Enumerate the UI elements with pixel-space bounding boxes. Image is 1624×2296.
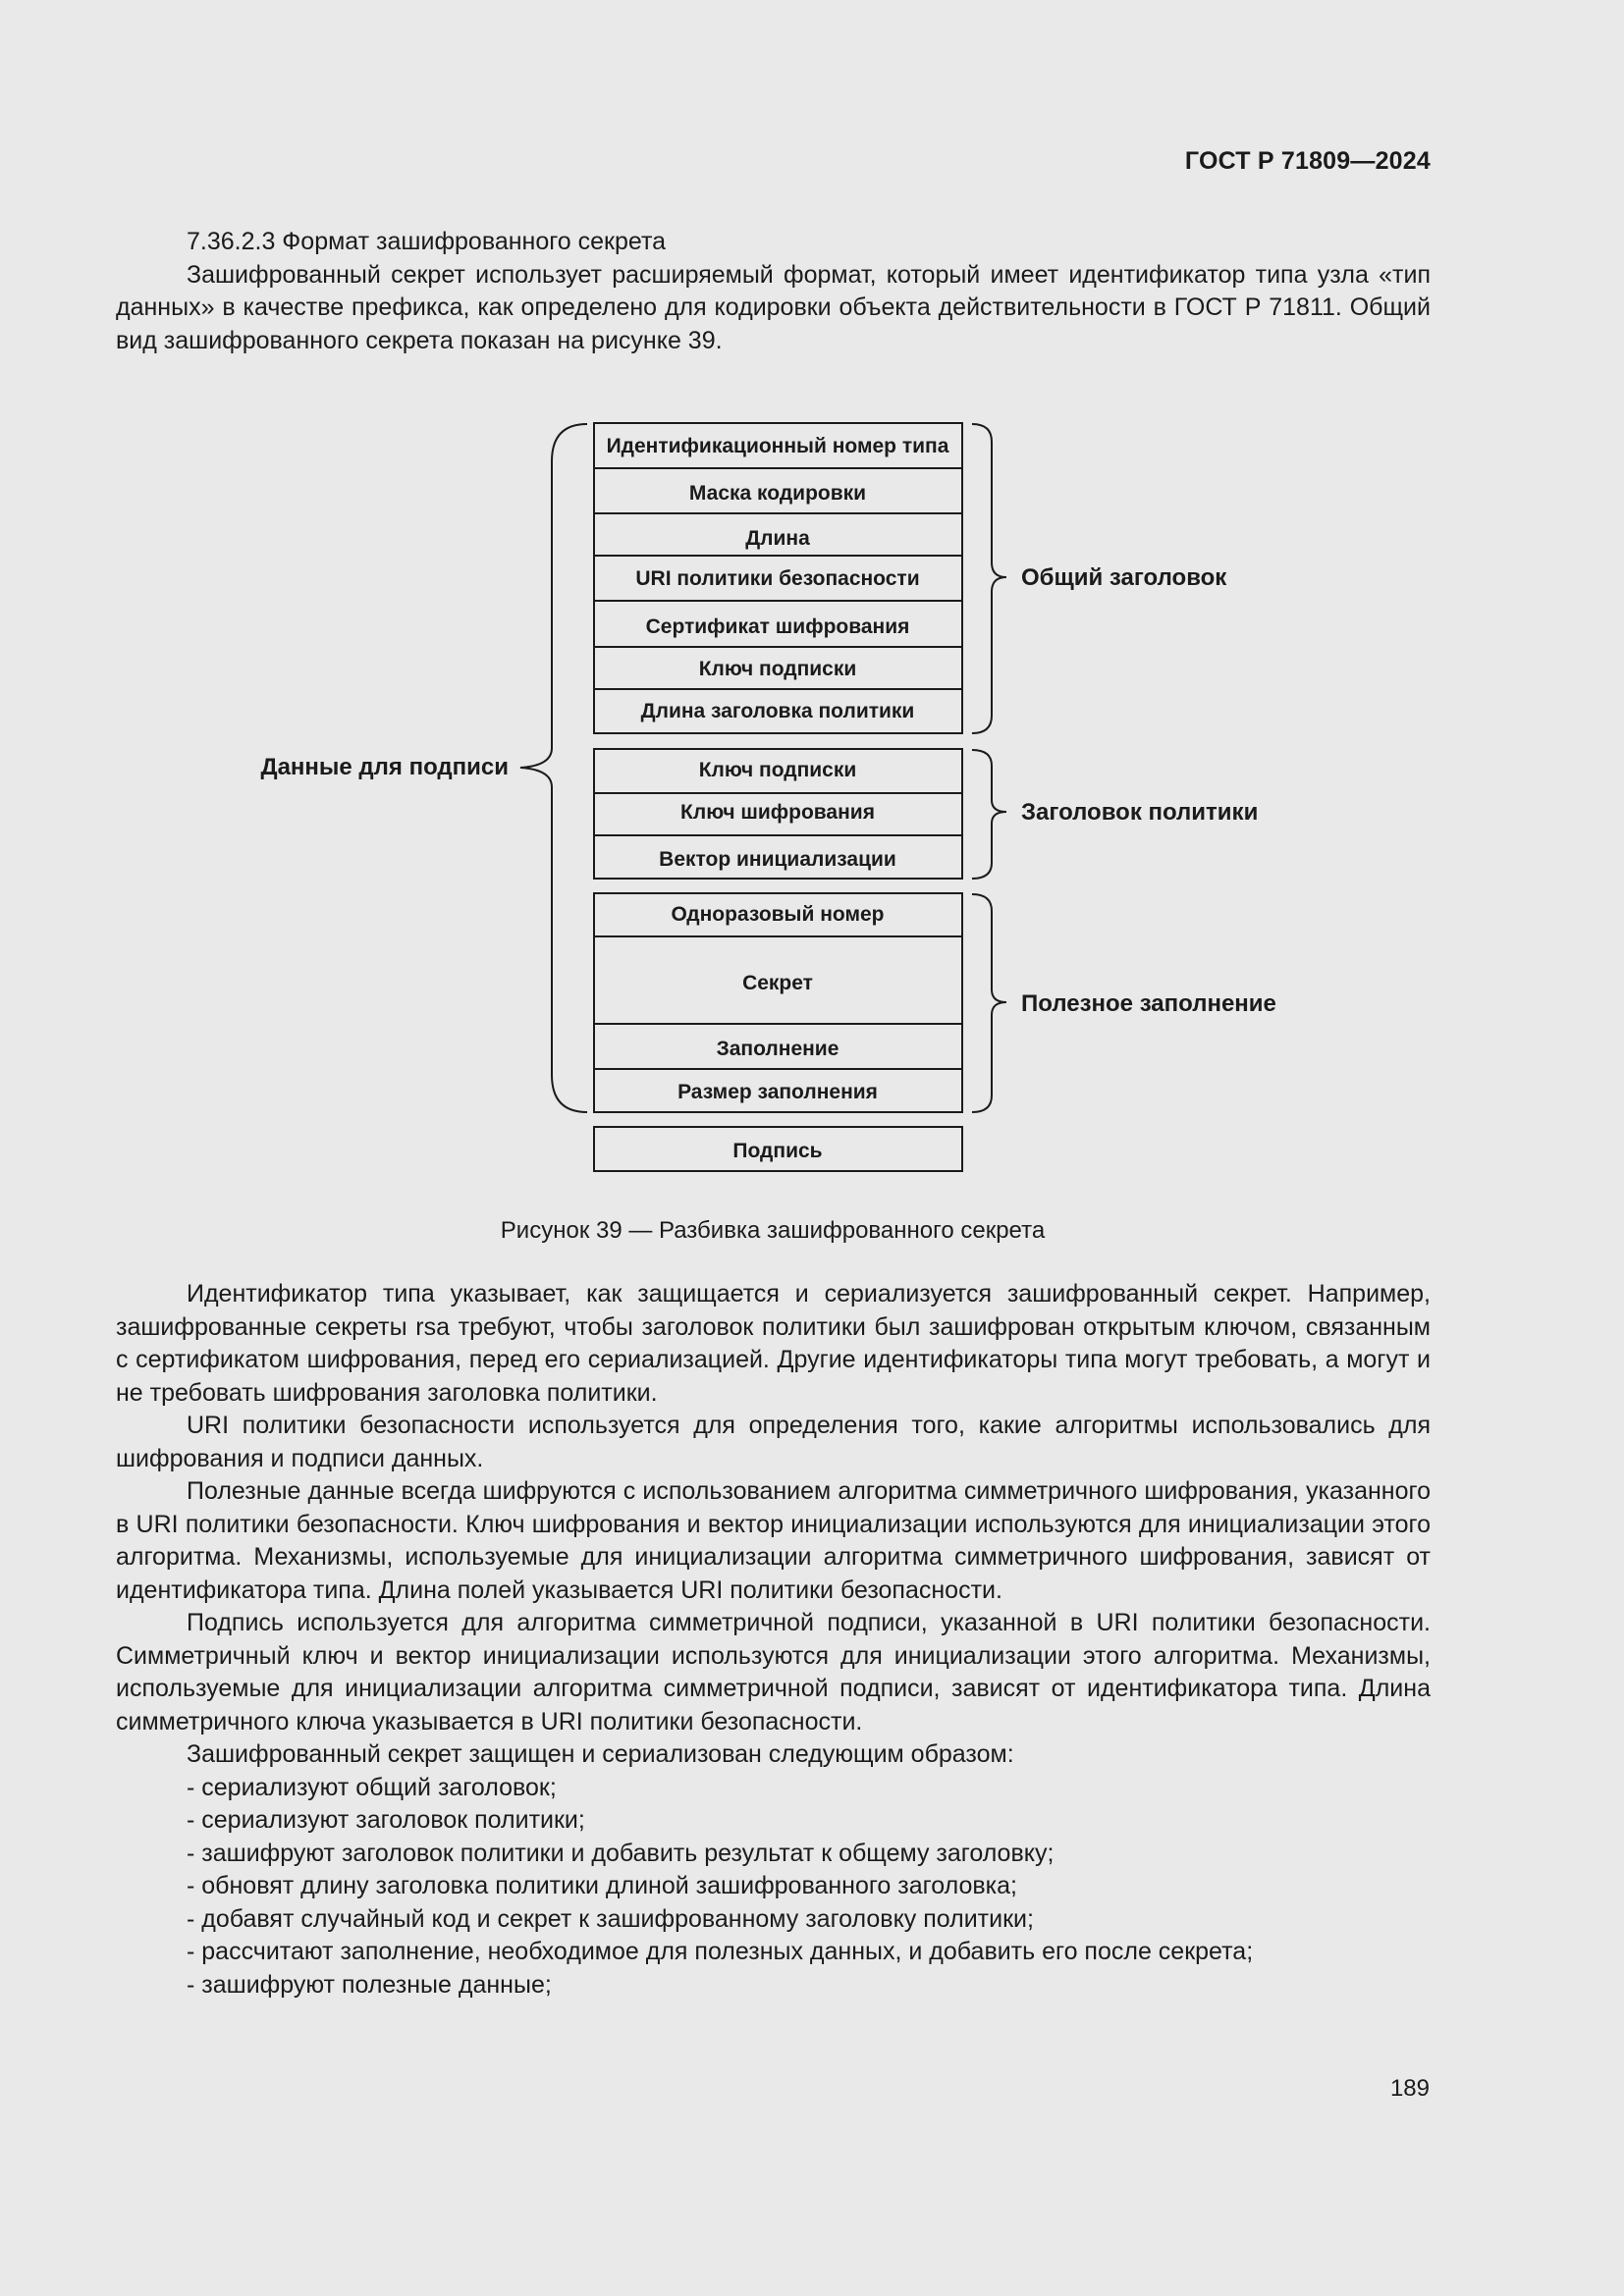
body-paragraph-3: Полезные данные всегда шифруются с использованием алгоритма симметричного шифрования, указанного в URI политики безопасности. Ключ шифрования и вектор инициализации используются для инициализации этого алгоритма. Механизмы, используемые для инициализации алгоритма симметричного шифрования, зависят от идентификатора типа. Длина полей указывается URI политики безопасности. (116, 1477, 1431, 1604)
field-signature: Подпись (732, 1140, 823, 1162)
field-init-vector: Вектор инициализации (659, 848, 896, 871)
group-label-signed-data: Данные для подписи (260, 754, 509, 780)
field-encryption-key: Ключ шифрования (680, 801, 875, 824)
body-paragraph-2: URI политики безопасности используется для определения того, какие алгоритмы использовались для шифрования и подписи данных. (116, 1412, 1431, 1472)
list-item: - добавят случайный код и секрет к зашифрованному заголовку политики; (187, 1904, 1034, 1933)
field-padding: Заполнение (716, 1038, 839, 1060)
field-type-id: Идентификационный номер типа (606, 435, 949, 457)
list-item: - сериализуют заголовок политики; (187, 1806, 585, 1834)
document-header: ГОСТ Р 71809—2024 (1184, 147, 1431, 175)
field-signing-key: Ключ подписки (698, 658, 857, 680)
list-item: - рассчитают заполнение, необходимое для полезных данных, и добавить его после секрета; (187, 1938, 1254, 1965)
field-length: Длина (745, 527, 810, 550)
list-item: - обновят длину заголовка политики длиной зашифрованного заголовка; (187, 1872, 1017, 1899)
payload-box (594, 893, 962, 1112)
list-item: - сериализуют общий заголовок; (187, 1773, 557, 1801)
field-encryption-certificate: Сертификат шифрования (645, 615, 910, 638)
body-paragraph-4: Подпись используется для алгоритма симметричной подписи, указанной в URI политики безопасности. Симметричный ключ и вектор инициализации используются для инициализации этого алгоритма. Механизмы, используемые для инициализации алгоритма симметричной подписи, зависят от идентификатора типа. Длина симметричного ключа указывается в URI политики безопасности. (116, 1609, 1431, 1735)
field-encoding-mask: Маска кодировки (688, 482, 867, 505)
group-label-policy-header: Заголовок политики (1021, 799, 1259, 826)
field-secret: Секрет (742, 972, 813, 994)
group-label-common-header: Общий заголовок (1021, 564, 1227, 591)
page-number: 189 (1389, 2075, 1430, 2102)
group-label-payload: Полезное заполнение (1021, 990, 1276, 1017)
body-paragraph-1: Идентификатор типа указывает, как защищается и сериализуется зашифрованный секрет. Например, зашифрованные секреты rsa требуют, чтобы заголовок политики был зашифрован открытым ключом, связанным с сертификатом шифрования, перед его сериализацией. Другие идентификаторы типа могут требовать, а могут и не требовать шифрования заголовка политики. (116, 1280, 1431, 1407)
brace-payload (972, 894, 1006, 1112)
steps-list (116, 1772, 1431, 2002)
brace-policy-header (972, 750, 1006, 879)
brace-signed-data (520, 424, 587, 1112)
field-padding-size: Размер заполнения (677, 1081, 878, 1103)
body-text (116, 1278, 1431, 2002)
figure-caption: Рисунок 39 — Разбивка зашифрованного секрета (500, 1217, 1046, 1244)
field-policy-header-length: Длина заголовка политики (640, 700, 915, 722)
body-paragraph-5: Зашифрованный секрет защищен и сериализован следующим образом: (187, 1740, 1014, 1768)
section-title: 7.36.2.3 Формат зашифрованного секрета (187, 228, 667, 255)
list-item: - зашифруют заголовок политики и добавить результат к общему заголовку; (187, 1839, 1055, 1867)
intro-paragraph: Зашифрованный секрет использует расширяемый формат, который имеет идентификатор типа узла «тип данных» в качестве префикса, как определено для кодировки объекта действительности в ГОСТ Р 71811. Общий вид зашифрованного секрета показан на рисунке 39. (116, 260, 1431, 354)
field-security-policy-uri: URI политики безопасности (635, 567, 920, 590)
field-signing-key-2: Ключ подписки (698, 759, 857, 781)
list-item: - зашифруют полезные данные; (187, 1970, 552, 1999)
brace-common-header (972, 424, 1006, 733)
field-nonce: Одноразовый номер (671, 903, 885, 926)
